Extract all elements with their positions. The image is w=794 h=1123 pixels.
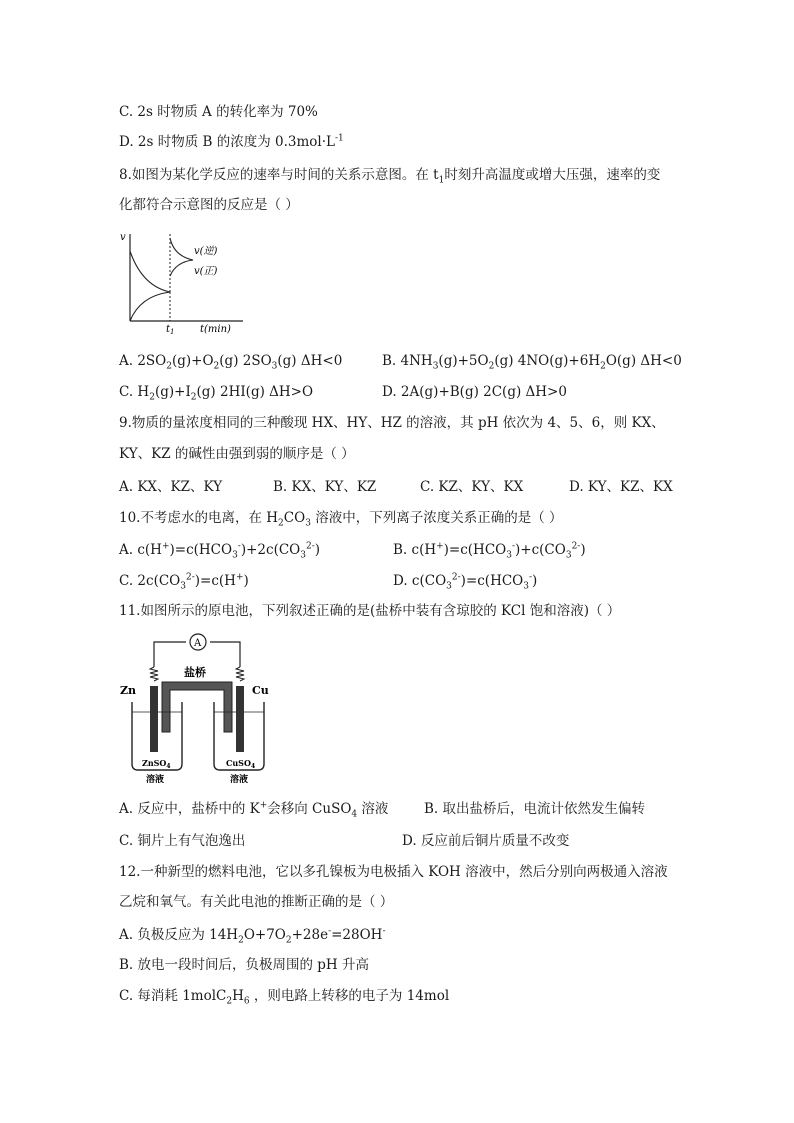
- q11-option-c: C. 铜片上有气泡逸出: [119, 833, 246, 849]
- zn-label: Zn: [120, 684, 137, 697]
- svg-text:CuSO4: CuSO$_4$: [226, 758, 256, 770]
- q8-option-d: D. 2A(g)+B(g) 2C(g) ΔH>0: [382, 384, 567, 400]
- q11-option-b: B. 取出盐桥后，电流计依然发生偏转: [424, 801, 646, 817]
- q11-option-a: A. 反应中，盐桥中的 K+会移向 CuSO$_4$ 溶液: [119, 800, 389, 820]
- q12-option-c: C. 每消耗 $1molC_2H_6$ ，则电路上转移的电子为 14mol: [119, 988, 450, 1007]
- q8-stem-line2: 化都符合示意图的反应是（ ）: [119, 197, 299, 213]
- q7-option-c: C. 2s 时物质 A 的转化率为 70%: [119, 104, 318, 120]
- graph-forward-curve-before: [130, 292, 170, 321]
- graph-v-label: v: [120, 232, 126, 243]
- svg-text:A: A: [194, 638, 202, 649]
- svg-text:溶液: 溶液: [230, 775, 249, 785]
- q12-stem-line2: 乙烷和氧气。有关此电池的推断正确的是（ ）: [119, 894, 394, 910]
- q9-option-d: D. KY、KZ、KX: [569, 479, 673, 495]
- cu-label: Cu: [252, 684, 269, 697]
- q9-option-a: A. KX、KZ、KY: [119, 479, 223, 495]
- q8-stem-line1: 8.如图为某化学反应的速率与时间的关系示意图。在 $t_1$时刻升高温度或增大压强，速率的变: [119, 167, 661, 186]
- q9-stem-line1: 9.物质的量浓度相同的三种酸现 HX、HY、HZ 的溶液，其 pH 依次为 4、5、6，则 KX、: [119, 415, 665, 431]
- q12-option-a: A. 负极反应为 $14H_2O+7O_2+28e^-=28OH^-$: [119, 926, 386, 946]
- graph-t1-label: $t_1$: [166, 324, 175, 336]
- zinc-electrode: [150, 686, 158, 752]
- svg-text:溶液: 溶液: [146, 775, 165, 785]
- q11-option-d: D. 反应前后铜片质量不改变: [402, 833, 570, 849]
- copper-electrode: [236, 686, 244, 752]
- q10-option-c: C. $2c(CO_3^{2-})=c(H^+)$: [119, 572, 249, 592]
- salt-bridge-tube: [162, 682, 232, 732]
- q10-stem: 10.不考虑水的电离，在 $H_2CO_3$ 溶液中，下列离子浓度关系正确的是（ ）: [119, 510, 563, 529]
- q12-stem-line1: 12.一种新型的燃料电池，它以多孔镍板为电极插入 KOH 溶液中，然后分别向两极通入溶液: [119, 864, 668, 880]
- q9-option-c: C. KZ、KY、KX: [420, 479, 524, 495]
- q10-option-d: D. $c(CO_3^{2-})=c(HCO_3^-)$: [393, 572, 538, 592]
- q10-option-a: A. $c(H^+)=c(HCO_3^-)+2c(CO_3^{2-})$: [119, 541, 321, 561]
- graph-reverse-label: v(逆): [194, 246, 218, 257]
- rate-time-graph: [118, 226, 258, 336]
- q8-option-b: B. $4NH_3(g)+5O_2(g)$ $4NO(g)+6H_2O(g)$ ΔH<0: [382, 353, 682, 372]
- graph-t-axis-label: t(min): [200, 324, 231, 335]
- graph-forward-label: v(正): [194, 266, 218, 277]
- q8-option-c: C. $H_2(g)+I_2(g)$ 2HI(g) ΔH>O: [119, 384, 314, 403]
- graph-reverse-curve-after: [170, 238, 193, 260]
- q7-option-d: D. 2s 时物质 B 的浓度为 $0.3mol\cdot L^{-1}$: [119, 133, 344, 150]
- graph-forward-curve-after: [170, 260, 193, 276]
- salt-bridge-label: 盐桥: [184, 666, 206, 679]
- q11-stem: 11.如图所示的原电池，下列叙述正确的是(盐桥中装有含琼胶的 KCl 饱和溶液)（ ）: [119, 603, 621, 619]
- svg-text:ZnSO4: ZnSO$_4$: [142, 758, 171, 770]
- q12-option-b: B. 放电一段时间后，负极周围的 pH 升高: [119, 957, 370, 973]
- graph-reverse-curve-before: [130, 251, 170, 292]
- q9-stem-line2: KY、KZ 的碱性由强到弱的顺序是（ ）: [119, 446, 355, 462]
- q10-option-b: B. $c(H^+)=c(HCO_3^-)+c(CO_3^{2-})$: [393, 541, 586, 561]
- q9-option-b: B. KX、KY、KZ: [273, 479, 377, 495]
- q8-option-a: A. $2SO_2(g)+O_2(g)$ $2SO_3(g)$ ΔH<0: [119, 353, 343, 372]
- galvanic-cell-figure: [118, 632, 278, 787]
